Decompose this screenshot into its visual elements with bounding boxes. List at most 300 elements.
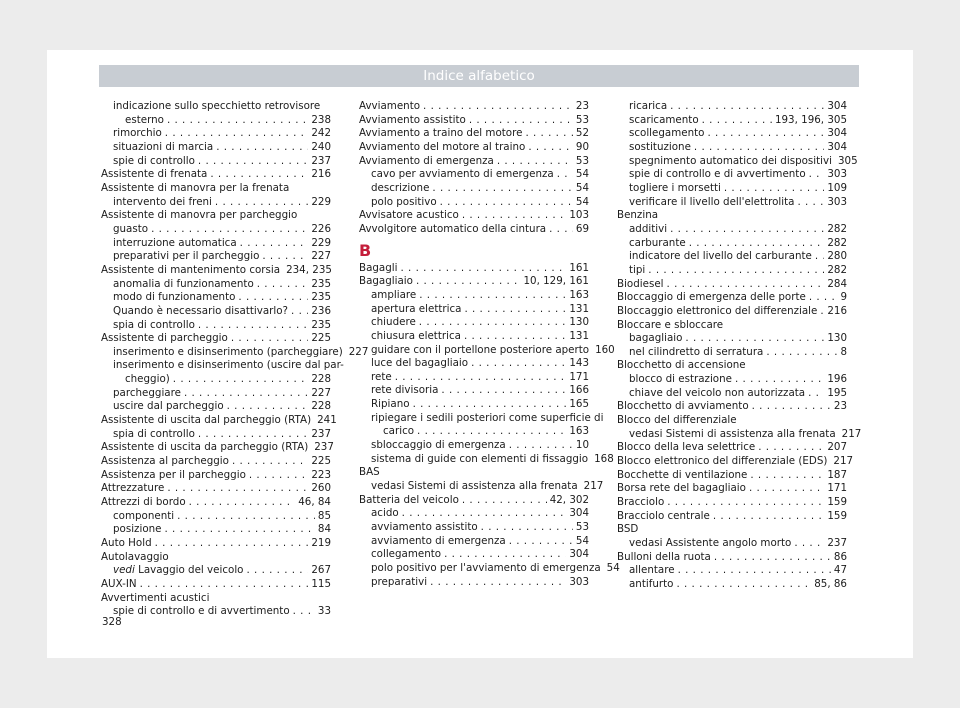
entry-term: collegamento — [371, 548, 442, 561]
entry-pages: 236 — [311, 304, 331, 317]
entry-term: Borsa rete del bagagliaio — [617, 482, 746, 495]
entry-term: Blocco della leva selettrice — [617, 441, 756, 454]
entry-pages: 33 — [317, 605, 331, 618]
entry-term: rimorchio — [113, 127, 162, 140]
entry-pages: 227 — [311, 386, 331, 399]
index-heading — [359, 466, 589, 480]
entry-term: additivi — [629, 222, 668, 235]
entry-pages: 241 — [317, 414, 337, 427]
leader-dots — [167, 482, 308, 496]
index-heading — [617, 319, 847, 333]
entry-term: chiusura elettrica — [371, 329, 461, 342]
index-entry — [101, 578, 331, 592]
leader-dots — [481, 521, 573, 535]
entry-pages: 85 — [317, 509, 331, 522]
entry-term: Benzina — [617, 209, 659, 222]
leader-dots — [462, 494, 547, 508]
leader-dots — [215, 196, 308, 210]
entry-term: Avviamento del motore al traino — [359, 140, 526, 153]
entry-term: posizione — [113, 523, 162, 536]
entry-pages: 84 — [317, 523, 331, 536]
entry-term: vedasi Assistente angolo morto — [629, 537, 792, 549]
index-entry — [359, 521, 589, 535]
entry-term: modo di funzionamento — [113, 291, 236, 304]
index-entry — [359, 494, 589, 508]
entry-pages: 227 — [348, 345, 369, 358]
index-heading — [101, 592, 331, 606]
entry-pages: 52 — [575, 127, 589, 140]
index-entry — [101, 278, 331, 292]
entry-pages: 10 — [575, 439, 589, 452]
leader-dots — [820, 305, 824, 319]
index-heading — [101, 551, 331, 565]
entry-pages: 130 — [569, 316, 589, 329]
index-entry — [101, 605, 331, 619]
index-entry — [101, 237, 331, 251]
entry-pages: 166 — [569, 384, 589, 397]
entry-term: antifurto — [629, 577, 674, 590]
index-entry — [617, 141, 847, 155]
leader-dots — [469, 114, 573, 128]
entry-term: Bocchette di ventilazione — [617, 468, 748, 481]
leader-dots — [291, 305, 308, 319]
header-title: Indice alfabetico — [423, 68, 535, 84]
page-number: 328 — [102, 616, 122, 628]
entry-term: sistema di guide con elementi di fissaggio — [371, 452, 589, 465]
entry-term: Blocchetto di accensione — [617, 359, 746, 372]
entry-term: spegnimento automatico dei dispositivi — [629, 154, 832, 167]
index-entry — [359, 196, 589, 210]
index-entry — [359, 398, 589, 412]
index-entry — [617, 237, 847, 251]
entry-pages: 237 — [311, 427, 331, 440]
section-letter: B — [359, 240, 372, 260]
leader-dots — [198, 319, 308, 333]
index-entry — [359, 343, 615, 358]
entry-pages: 238 — [311, 113, 331, 126]
entry-pages: 53 — [575, 154, 589, 167]
leader-dots — [670, 100, 824, 114]
entry-pages: 54 — [575, 195, 589, 208]
index-entry — [101, 155, 331, 169]
leader-dots — [670, 223, 824, 237]
index-entry — [101, 141, 331, 155]
entry-pages: 165 — [569, 398, 589, 411]
index-entry — [101, 496, 331, 510]
entry-term: Avviamento a traino del motore — [359, 127, 523, 140]
leader-dots — [689, 237, 825, 251]
leader-dots — [667, 278, 825, 292]
index-entry — [617, 278, 847, 292]
entry-pages: 282 — [827, 222, 847, 235]
entry-pages: 235 — [311, 277, 331, 290]
leader-dots — [752, 400, 831, 414]
leader-dots — [430, 576, 566, 590]
entry-term: ripiegare i sedili posteriori come superficie di — [371, 411, 604, 424]
leader-dots — [231, 332, 309, 346]
entry-see-ref: vedi — [113, 564, 135, 577]
entry-term: esterno — [125, 113, 164, 126]
leader-dots — [549, 223, 573, 237]
entry-pages: 219 — [311, 537, 331, 549]
entry-term: Assistenza per il parcheggio — [101, 468, 246, 481]
entry-pages: 131 — [569, 329, 589, 342]
entry-term: spie di controllo e di avvertimento — [629, 168, 806, 181]
index-entry — [617, 427, 862, 442]
entry-term: avviamento di emergenza — [371, 534, 506, 547]
entry-term: verificare il livello dell'elettrolita — [629, 195, 795, 208]
entry-pages: 103 — [569, 209, 589, 222]
entry-term: spia di controllo — [113, 427, 195, 440]
entry-pages: 280 — [827, 250, 847, 263]
entry-pages: 229 — [311, 195, 331, 208]
entry-term: Assistente di manovra per la frenata — [101, 181, 290, 194]
entry-pages: 163 — [569, 425, 589, 438]
entry-term: rete — [371, 370, 392, 383]
leader-dots — [766, 346, 837, 360]
index-entry — [101, 428, 331, 442]
entry-term: Quando è necessario disattivarlo? — [113, 304, 289, 317]
entry-pages: 304 — [569, 507, 589, 520]
entry-term: Assistente di frenata — [101, 168, 208, 181]
leader-dots — [808, 387, 824, 401]
leader-dots — [262, 250, 308, 264]
index-entry — [359, 100, 589, 114]
entry-term: preparativi per il parcheggio — [113, 250, 260, 263]
entry-pages: 130 — [827, 332, 847, 345]
entry-term: polo positivo per l'avviamento di emergenza — [371, 562, 601, 574]
leader-dots — [417, 425, 566, 439]
entry-pages: 47 — [833, 564, 847, 577]
entry-term: intervento dei freni — [113, 195, 212, 208]
entry-pages: 10, 129, 161 — [523, 275, 589, 288]
entry-term: interruzione automatica — [113, 236, 237, 249]
entry-term: bagagliaio — [629, 332, 683, 345]
leader-dots — [238, 291, 308, 305]
index-column-2 — [359, 100, 620, 589]
index-entry — [359, 371, 589, 385]
index-entry — [101, 196, 331, 210]
leader-dots — [402, 507, 567, 521]
entry-pages: 8 — [840, 345, 847, 358]
index-entry — [101, 564, 331, 578]
leader-dots — [724, 182, 824, 196]
index-heading — [617, 209, 847, 223]
entry-term: Avvisatore acustico — [359, 209, 459, 222]
index-entry — [617, 387, 847, 401]
index-entry — [101, 373, 331, 387]
entry-term: AUX-IN — [101, 577, 137, 590]
entry-term: ricarica — [629, 100, 668, 112]
entry-pages: 159 — [827, 509, 847, 522]
leader-dots — [702, 114, 772, 128]
entry-pages: 54 — [575, 168, 589, 181]
entry-pages: 282 — [827, 263, 847, 276]
index-entry — [101, 510, 331, 524]
entry-term: guidare con il portellone posteriore aperto — [371, 343, 590, 356]
entry-pages: 54 — [575, 181, 589, 194]
index-heading — [617, 414, 847, 428]
index-entry — [617, 182, 847, 196]
leader-dots — [462, 209, 567, 223]
leader-dots — [809, 168, 825, 182]
index-column-1 — [101, 100, 369, 619]
index-heading — [101, 182, 331, 196]
index-entry — [617, 510, 847, 524]
entry-pages: 304 — [827, 100, 847, 112]
entry-pages: 171 — [827, 482, 847, 495]
leader-dots — [735, 373, 824, 387]
leader-dots — [749, 482, 824, 496]
leader-dots — [528, 141, 573, 155]
entry-term: anomalia di funzionamento — [113, 277, 254, 290]
page-header — [99, 65, 859, 87]
index-entry — [101, 537, 331, 551]
entry-pages: 187 — [827, 468, 847, 481]
entry-term: carburante — [629, 236, 686, 249]
index-entry — [359, 507, 589, 521]
index-entry — [101, 264, 331, 278]
leader-dots — [165, 127, 309, 141]
index-entry — [101, 223, 331, 237]
entry-pages: 304 — [827, 127, 847, 140]
leader-dots — [648, 264, 824, 278]
index-entry — [617, 291, 847, 305]
index-entry — [359, 141, 589, 155]
entry-term: uscire dal parcheggio — [113, 400, 224, 413]
entry-pages: 217 — [833, 455, 854, 468]
index-heading — [617, 523, 847, 537]
leader-dots — [413, 398, 567, 412]
entry-pages: 260 — [311, 482, 331, 495]
leader-dots — [713, 510, 825, 524]
entry-term: spia di controllo — [113, 318, 195, 331]
leader-dots — [707, 127, 824, 141]
entry-pages: 23 — [833, 400, 847, 413]
index-entry — [359, 289, 589, 303]
entry-term: Bagagli — [359, 261, 398, 274]
index-entry — [617, 196, 847, 210]
leader-dots — [441, 384, 566, 398]
entry-pages: 160 — [595, 343, 615, 356]
entry-pages: 159 — [827, 496, 847, 509]
entry-pages: 228 — [311, 373, 331, 386]
index-entry — [101, 168, 331, 182]
leader-dots — [140, 578, 309, 592]
index-entry — [359, 182, 589, 196]
leader-dots — [198, 428, 308, 442]
leader-dots — [464, 303, 566, 317]
entry-term: situazioni di marcia — [113, 140, 214, 153]
entry-pages: 90 — [575, 140, 589, 153]
entry-term: chiudere — [371, 316, 416, 329]
entry-pages: 237 — [314, 441, 334, 454]
entry-pages: 46, 84 — [298, 496, 331, 509]
entry-pages: 305 — [838, 154, 858, 167]
index-entry — [101, 291, 331, 305]
leader-dots — [432, 182, 572, 196]
entry-term: cavo per avviamento di emergenza — [371, 168, 554, 181]
index-entry — [101, 319, 331, 333]
index-entry — [359, 562, 620, 576]
entry-pages: 229 — [311, 236, 331, 249]
entry-term: Assistente di mantenimento corsia — [101, 263, 281, 276]
leader-dots — [240, 237, 309, 251]
leader-dots — [400, 262, 566, 276]
entry-term: chiave del veicolo non autorizzata — [629, 386, 806, 399]
index-entry — [101, 414, 337, 428]
entry-pages: 193, 196, 305 — [774, 113, 847, 126]
entry-term: Assistente di manovra per parcheggio — [101, 209, 298, 222]
entry-pages: 217 — [583, 480, 604, 493]
leader-dots — [151, 223, 308, 237]
leader-dots — [177, 510, 315, 524]
leader-dots — [471, 357, 566, 371]
entry-term: Blocco elettronico del differenziale (EDS) — [617, 455, 828, 468]
entry-term: blocco di estrazione — [629, 373, 732, 386]
leader-dots — [714, 551, 831, 565]
index-entry — [101, 469, 331, 483]
entry-term: Avviamento assistito — [359, 113, 466, 126]
index-entry — [359, 576, 589, 590]
entry-term: guasto — [113, 222, 149, 235]
leader-dots — [189, 496, 296, 510]
entry-pages: 163 — [569, 288, 589, 301]
leader-dots — [419, 289, 566, 303]
index-entry — [101, 482, 331, 496]
entry-pages: 235 — [311, 291, 331, 304]
entry-pages: 9 — [840, 291, 847, 304]
entry-pages: 196 — [827, 373, 847, 386]
index-entry — [359, 275, 589, 289]
entry-pages: 54 — [606, 562, 620, 574]
index-entry — [617, 441, 847, 455]
entry-pages: 234, 235 — [286, 263, 332, 276]
leader-dots — [694, 141, 824, 155]
index-column-3 — [617, 100, 862, 592]
entry-pages: 54 — [575, 534, 589, 547]
index-entry — [359, 535, 589, 549]
index-entry — [359, 127, 589, 141]
entry-term-text: Lavaggio del veicolo — [134, 564, 244, 577]
entry-term: Assistenza al parcheggio — [101, 455, 229, 468]
entry-term: parcheggiare — [113, 386, 181, 399]
entry-pages: 217 — [841, 427, 862, 440]
index-entry — [101, 387, 331, 401]
entry-term: ampliare — [371, 288, 417, 301]
leader-dots — [667, 496, 824, 510]
leader-dots — [165, 523, 315, 537]
index-entry — [101, 332, 331, 346]
index-entry — [617, 250, 847, 264]
entry-term: componenti — [113, 509, 175, 522]
index-heading — [359, 411, 604, 426]
leader-dots — [444, 548, 566, 562]
entry-term: scollegamento — [629, 127, 705, 140]
entry-term: Assistente di uscita dal parcheggio (RTA) — [101, 414, 312, 427]
entry-term: nel cilindretto di serratura — [629, 345, 764, 358]
index-heading — [101, 359, 344, 373]
index-entry — [617, 400, 847, 414]
entry-pages: 303 — [827, 168, 847, 181]
leader-dots — [794, 537, 824, 551]
entry-pages: 23 — [575, 100, 589, 112]
entry-term: polo positivo — [371, 195, 437, 208]
index-entry — [101, 523, 331, 537]
entry-pages: 242 — [311, 127, 331, 140]
entry-term: indicatore del livello del carburante — [629, 250, 812, 263]
index-entry — [359, 168, 589, 182]
index-entry — [359, 303, 589, 317]
entry-pages: 303 — [827, 195, 847, 208]
leader-dots — [797, 196, 824, 210]
index-entry — [359, 223, 589, 237]
entry-term: spie di controllo — [113, 154, 195, 167]
index-entry — [359, 330, 589, 344]
index-entry — [617, 578, 847, 592]
index-entry — [359, 425, 589, 439]
entry-pages: 240 — [311, 140, 331, 153]
index-entry — [617, 496, 847, 510]
index-entry — [617, 332, 847, 346]
entry-pages: 228 — [311, 400, 331, 413]
leader-dots — [676, 578, 811, 592]
entry-term: Bulloni della ruota — [617, 550, 711, 563]
entry-term: vedasi Sistemi di assistenza alla frenata — [629, 427, 836, 440]
entry-term: descrizione — [371, 181, 430, 194]
entry-pages: 226 — [311, 222, 331, 235]
entry-term: Bagagliaio — [359, 275, 413, 288]
entry-term: indicazione sullo specchietto retrovisore — [113, 100, 321, 112]
index-heading — [101, 100, 331, 114]
index-entry — [101, 455, 331, 469]
index-entry — [359, 439, 589, 453]
index-entry — [359, 384, 589, 398]
entry-term: rete divisoria — [371, 384, 439, 397]
entry-term: Avviamento — [359, 100, 421, 112]
leader-dots — [809, 291, 838, 305]
leader-dots — [416, 275, 521, 289]
entry-pages: 282 — [827, 236, 847, 249]
leader-dots — [246, 564, 308, 578]
entry-term: BSD — [617, 523, 639, 536]
index-entry — [617, 455, 854, 469]
entry-term: scaricamento — [629, 113, 699, 126]
entry-pages: 304 — [569, 548, 589, 561]
entry-pages: 237 — [827, 537, 847, 549]
leader-dots — [758, 441, 824, 455]
entry-term: Bloccaggio di emergenza delle porte — [617, 291, 806, 304]
entry-term: carico — [383, 425, 415, 438]
index-entry — [617, 551, 847, 565]
entry-term: Attrezzi di bordo — [101, 496, 186, 509]
entry-pages: 109 — [827, 181, 847, 194]
leader-dots — [423, 100, 573, 114]
index-heading — [101, 209, 331, 223]
entry-term: Batteria del veicolo — [359, 493, 459, 506]
entry-term: avviamento assistito — [371, 521, 478, 534]
index-entry — [101, 114, 331, 128]
leader-dots — [167, 114, 308, 128]
leader-dots — [198, 155, 308, 169]
leader-dots — [216, 141, 308, 155]
leader-dots — [509, 439, 573, 453]
document-page — [47, 50, 913, 658]
leader-dots — [509, 535, 573, 549]
entry-term: togliere i morsetti — [629, 181, 721, 194]
entry-pages: 225 — [311, 455, 331, 468]
entry-term: Bloccare e sbloccare — [617, 318, 724, 331]
